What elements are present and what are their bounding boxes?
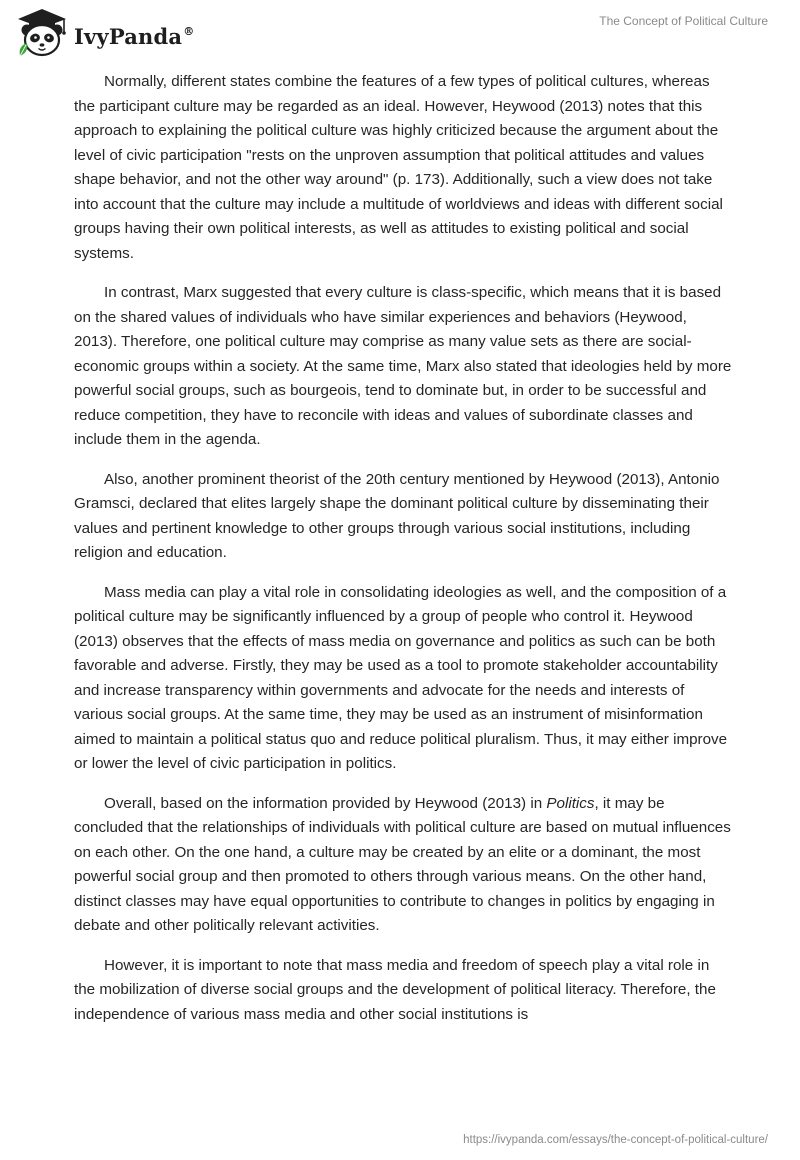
page-header — [0, 0, 800, 70]
paragraph-4: Mass media can play a vital role in consolidating ideologies as well, and the composition of a political culture may be significantly influenced by a group of people who control it. Heywood (2013) observes that the effects of mass media on governance and politics as such can be both favorable and adverse. Firstly, they may be used as a tool to promote stakeholder accountability and increase transparency within governments and advocate for the needs and interests of various social groups. At the same time, they may be used as an instrument of misinformation aimed to maintain a political status quo and reduce political pluralism. Thus, it may either improve or lower the level of civic participation in politics. — [74, 583, 728, 772]
paragraph-3: Also, another prominent theorist of the 20th century mentioned by Heywood (2013), Antonio Gramsci, declared that elites largely shape the dominant political culture by disseminating their values and pertinent knowledge to other groups through various social institutions, including religion and education. — [74, 470, 720, 561]
paragraph-2: In contrast, Marx suggested that every culture is class-specific, which means that it is based on the shared values of individuals who have similar experiences and behaviors (Heywood, 2013). Therefore, one political culture may comprise as many value sets as there are social-economic groups within a society. At the same time, Marx also stated that ideologies held by more powerful social groups, such as bourgeois, tend to dominate but, in order to be successful and reduce competition, they have to reconcile with ideas and values of subordinate classes and include them in the agenda. — [74, 284, 732, 448]
paragraph-5: Overall, based on the information provided by Heywood (2013) in Politics, it may be concluded that the relationships of individuals with political culture are based on mutual influences on each other. On the one hand, a culture may be created by an elite or a dominant, the most powerful social group and then promoted to others through various means. On the other hand, distinct classes may have equal opportunities to contribute to changes in politics by engaging in debate and other politically relevant activities. — [74, 794, 731, 934]
paragraph-1: Normally, different states combine the features of a few types of political cultures, whereas the participant culture may be regarded as an ideal. However, Heywood (2013) notes that this approach to explaining the political culture was highly criticized because the argument about the level of civic participation "rests on the unproven assumption that political attitudes and values shape behavior, and not the other way around" (p. 173). Additionally, such a view does not take into account that the culture may include a multitude of worldviews and ideas with different social groups having their own political interests, as well as attitudes to existing political and social systems. — [74, 73, 723, 262]
paragraph-6: However, it is important to note that mass media and freedom of speech play a vital role in the mobilization of diverse social groups and the development of political literacy. Therefore, the independence of various mass media and other social institutions is — [74, 956, 716, 1023]
brand-name: IvyPanda® — [74, 23, 195, 49]
book-title: Politics — [546, 794, 595, 812]
essay-body — [74, 70, 734, 1042]
source-url[interactable]: https://ivypanda.com/essays/the-concept-of-political-culture/ — [463, 1134, 768, 1146]
ivypanda-logo[interactable] — [14, 6, 194, 60]
panda-graduation-cap-icon — [14, 6, 70, 60]
document-title: The Concept of Political Culture — [599, 14, 768, 28]
